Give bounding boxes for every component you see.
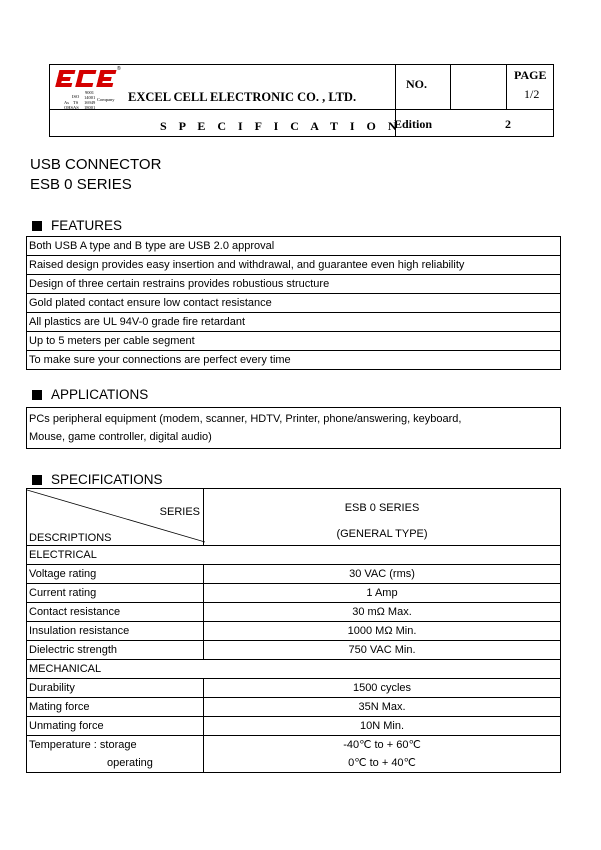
spec-value: 1000 MΩ Min. (204, 622, 561, 641)
applications-heading (30, 387, 148, 402)
edition-value: 2 (505, 117, 511, 131)
table-row (27, 679, 561, 698)
header-divider (506, 65, 507, 109)
table-row (27, 256, 561, 275)
page-value: 1/2 (524, 87, 540, 101)
applications-line: Mouse, game controller, digital audio) (29, 431, 212, 443)
specifications-heading (30, 472, 163, 487)
spec-name: Contact resistance (27, 603, 204, 622)
header-divider (50, 109, 553, 110)
spec-name: Voltage rating (27, 565, 204, 584)
table-row (27, 584, 561, 603)
group-label: ELECTRICAL (27, 546, 561, 565)
ece-logo-icon (54, 68, 124, 90)
iso-number: 14001 (84, 95, 96, 100)
series-label: SERIES (159, 506, 200, 518)
table-row (27, 351, 561, 370)
table-row (27, 275, 561, 294)
as-label: As (64, 100, 70, 105)
page-label: PAGE (514, 68, 547, 82)
spec-name: Insulation resistance (27, 622, 204, 641)
descriptions-label: DESCRIPTIONS (29, 532, 112, 544)
table-row (27, 717, 561, 736)
spec-value: 1500 cycles (204, 679, 561, 698)
feature-item: Up to 5 meters per cable segment (27, 332, 561, 351)
spec-name: operating (107, 757, 153, 769)
table-header-row (27, 489, 561, 546)
table-row (27, 660, 561, 679)
applications-cell (27, 408, 561, 449)
spec-value: 0℃ to + 40℃ (348, 757, 416, 769)
applications-table (26, 407, 561, 449)
spec-value: 30 VAC (rms) (204, 565, 561, 584)
features-heading-text: FEATURES (51, 218, 123, 233)
feature-item: To make sure your connections are perfect every time (27, 351, 561, 370)
table-row (27, 698, 561, 717)
product-title: USB CONNECTOR (30, 156, 162, 173)
table-row (27, 408, 561, 449)
edition-label: Edition (394, 117, 433, 131)
spec-value: 30 mΩ Max. (204, 603, 561, 622)
header-divider (450, 65, 451, 109)
diagonal-header-cell (27, 489, 204, 546)
company-logo (54, 68, 124, 90)
table-row (27, 736, 561, 773)
bullet-square-icon (32, 221, 42, 231)
table-row (27, 294, 561, 313)
group-label: MECHANICAL (27, 660, 561, 679)
bullet-square-icon (32, 475, 42, 485)
spec-value: 750 VAC Min. (204, 641, 561, 660)
temperature-value-cell (204, 736, 561, 773)
spec-value: 35N Max. (204, 698, 561, 717)
document-type: S P E C I F I C A T I O N (160, 119, 401, 133)
ohsas-label: OHSAS (64, 105, 79, 110)
feature-item: Raised design provides easy insertion and withdrawal, and guarantee even high reliability (27, 256, 561, 275)
feature-item: Gold plated contact ensure low contact resistance (27, 294, 561, 313)
table-row (27, 622, 561, 641)
temperature-name-cell (27, 736, 204, 773)
iso-label: ISO (72, 94, 80, 99)
spec-name: Mating force (27, 698, 204, 717)
product-series: ESB 0 SERIES (30, 176, 132, 193)
table-row (27, 565, 561, 584)
applications-line: PCs peripheral equipment (modem, scanner, HDTV, Printer, phone/answering, keyboard, (29, 413, 462, 425)
spec-name: Current rating (27, 584, 204, 603)
spec-name: Durability (27, 679, 204, 698)
company-suffix: Company (97, 97, 115, 102)
iso-number: 18001 (84, 105, 96, 110)
series-column-header (204, 489, 561, 546)
column-subtitle: (GENERAL TYPE) (336, 528, 428, 540)
applications-heading-text: APPLICATIONS (51, 387, 149, 402)
spec-value: 1 Amp (204, 584, 561, 603)
features-heading (30, 218, 122, 233)
table-row (27, 641, 561, 660)
no-label: NO. (406, 77, 427, 91)
table-row (27, 332, 561, 351)
ts-label: TS (73, 100, 79, 105)
company-name: EXCEL CELL ELECTRONIC CO. , LTD. (128, 90, 357, 104)
spec-value: -40℃ to + 60℃ (343, 739, 421, 751)
feature-item: Design of three certain restrains provides robustious structure (27, 275, 561, 294)
feature-item: All plastics are UL 94V-0 grade fire retardant (27, 313, 561, 332)
spec-name: Dielectric strength (27, 641, 204, 660)
document-header (49, 64, 554, 137)
specifications-table (26, 488, 561, 773)
bullet-square-icon (32, 390, 42, 400)
table-row (27, 603, 561, 622)
spec-name: Temperature : storage (29, 739, 137, 751)
table-row (27, 237, 561, 256)
features-table (26, 236, 561, 370)
spec-name: Unmating force (27, 717, 204, 736)
trademark-mark: ® (117, 66, 121, 72)
table-row (27, 313, 561, 332)
specifications-heading-text: SPECIFICATIONS (51, 472, 163, 487)
spec-value: 10N Min. (204, 717, 561, 736)
iso-number: 9001 (85, 90, 94, 95)
table-row (27, 546, 561, 565)
feature-item: Both USB A type and B type are USB 2.0 approval (27, 237, 561, 256)
iso-number: 16949 (84, 100, 96, 105)
column-title: ESB 0 SERIES (344, 502, 420, 514)
